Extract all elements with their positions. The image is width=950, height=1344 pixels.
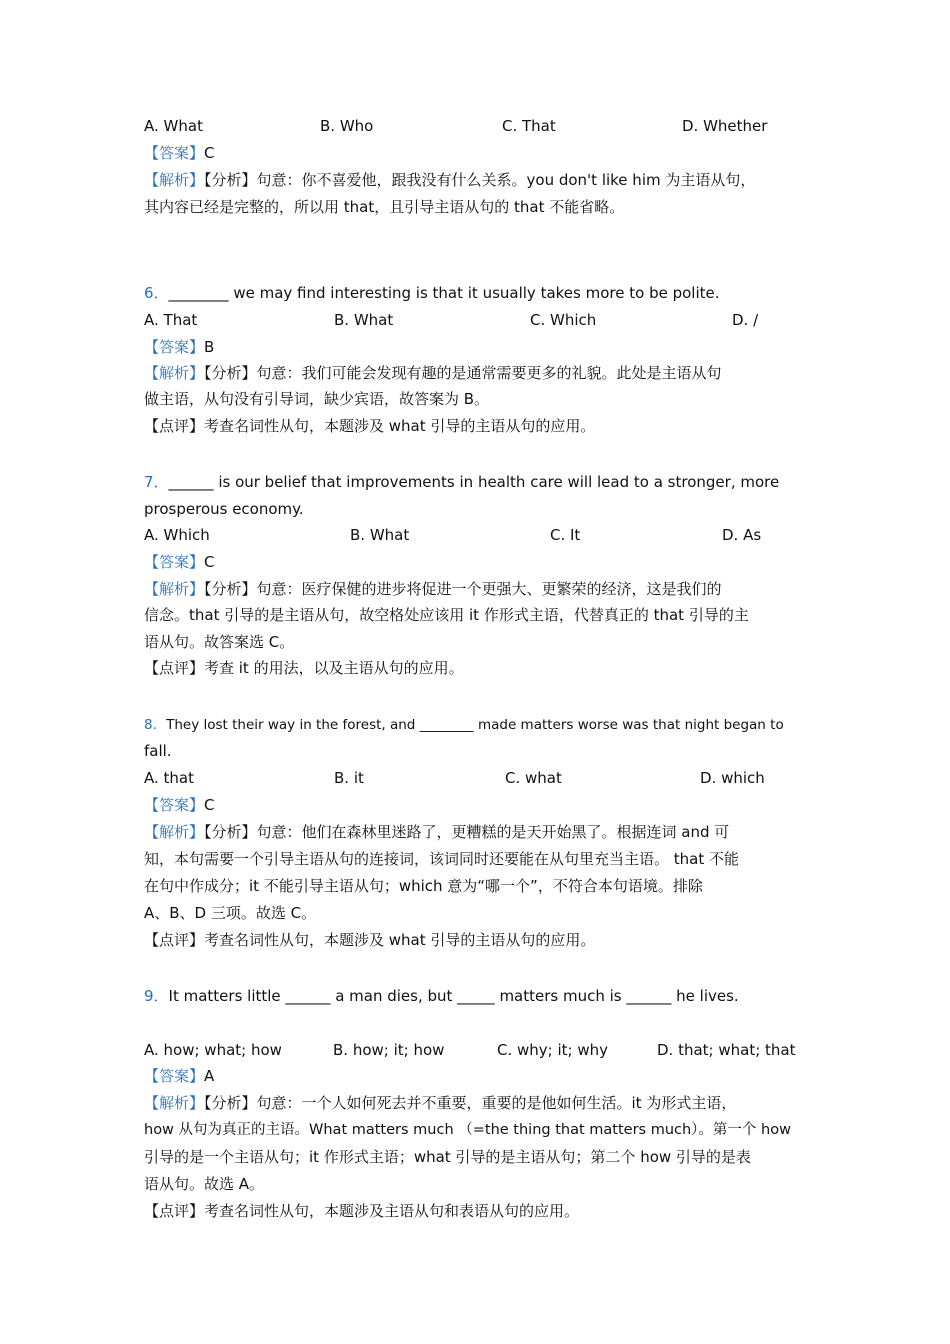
answer-label: 【答案】: [144, 796, 205, 814]
answer-line: [144, 143, 806, 163]
question-number: 6．: [144, 284, 169, 302]
question-stem: [144, 283, 806, 303]
answer-line: [144, 1066, 806, 1086]
analysis-label: 【解析】: [144, 823, 205, 841]
question-text: ______ is our belief that improvements in health care will lead to a stronger, more: [168, 473, 780, 491]
question-text: They lost their way in the forest, and ________ made matters worse was that night began to: [166, 717, 784, 733]
question-number: 9．: [144, 987, 169, 1005]
analysis-line: [144, 822, 806, 842]
question-number: 8．: [144, 717, 167, 733]
question-stem: [144, 986, 806, 1006]
answer-label: 【答案】: [144, 338, 205, 356]
analysis-line: [144, 1093, 806, 1113]
analysis-label: 【解析】: [144, 171, 205, 189]
analysis-text: 其内容已经是完整的，所以用 that，且引导主语从句的 that 不能省略。: [144, 198, 625, 216]
option-a: A. Which: [144, 526, 210, 544]
option-d: D. /: [732, 311, 759, 329]
option-d: D. As: [722, 526, 762, 544]
option-d: D. which: [700, 769, 765, 787]
analysis-text: 知，本句需要一个引导主语从句的连接词，该词同时还要能在从句里充当主语。 that 不能: [144, 850, 740, 868]
comment-line: 【点评】考查名词性从句，本题涉及 what 引导的主语从句的应用。: [144, 417, 596, 435]
comment-line: 【点评】考查名词性从句，本题涉及主语从句和表语从句的应用。: [144, 1202, 580, 1220]
option-b: B. What: [334, 311, 394, 329]
option-a: A. that: [144, 769, 194, 787]
question-stem: [144, 472, 806, 492]
option-c: C. It: [550, 526, 581, 544]
analysis-line: [144, 170, 806, 190]
option-c: C. Which: [530, 311, 597, 329]
analysis-line: [144, 363, 806, 383]
answer-value: A: [204, 1067, 215, 1085]
analysis-text: 【分析】句意：他们在森林里迷路了，更糟糕的是天开始黑了。根据连词 and 可: [204, 823, 730, 841]
analysis-label: 【解析】: [144, 364, 205, 382]
answer-value: C: [204, 553, 215, 571]
comment-line: 【点评】考查名词性从句，本题涉及 what 引导的主语从句的应用。: [144, 931, 596, 949]
question-stem: [144, 715, 806, 735]
answer-line: [144, 337, 806, 357]
option-c: C. That: [502, 117, 556, 135]
answer-line: [144, 552, 806, 572]
option-b: B. how; it; how: [333, 1041, 445, 1059]
option-b: B. Who: [320, 117, 374, 135]
analysis-line: [144, 579, 806, 599]
option-b: B. it: [334, 769, 364, 787]
option-a: A. how; what; how: [144, 1041, 282, 1059]
analysis-text: 【分析】句意：一个人如何死去并不重要，重要的是他如何生活。it 为形式主语，: [204, 1094, 737, 1112]
answer-value: C: [204, 144, 215, 162]
option-a: A. What: [144, 117, 203, 135]
answer-label: 【答案】: [144, 1067, 205, 1085]
question-number: 7．: [144, 473, 169, 491]
analysis-text: 在句中作成分；it 不能引导主语从句；which 意为“哪一个”，不符合本句语境。排除: [144, 877, 703, 895]
question-text: It matters little ______ a man dies, but _____ matters much is ______ he lives.: [168, 987, 739, 1005]
analysis-text: 信念。that 引导的是主语从句，故空格处应该用 it 作形式主语，代替真正的 that 引导的主: [144, 606, 749, 624]
analysis-text: 引导的是一个主语从句；it 作形式主语；what 引导的是主语从句；第二个 how 引导的是表: [144, 1148, 751, 1166]
answer-label: 【答案】: [144, 144, 205, 162]
analysis-label: 【解析】: [144, 1094, 205, 1112]
question-text: fall.: [144, 742, 172, 760]
analysis-label: 【解析】: [144, 580, 205, 598]
question-text: ________ we may find interesting is that it usually takes more to be polite.: [168, 284, 720, 302]
analysis-text: how 从句为真正的主语。What matters much （=the thing that matters much）。第一个 how: [144, 1122, 791, 1138]
option-c: C. why; it; why: [497, 1041, 609, 1059]
option-c: C. what: [505, 769, 562, 787]
option-b: B. What: [350, 526, 410, 544]
analysis-text: 语从句。故选 A。: [144, 1175, 265, 1193]
comment-line: 【点评】考查 it 的用法，以及主语从句的应用。: [144, 659, 464, 677]
answer-value: B: [204, 338, 215, 356]
option-d: D. Whether: [682, 117, 768, 135]
answer-line: [144, 795, 806, 815]
analysis-text: 【分析】句意：你不喜爱他，跟我没有什么关系。you don't like him 为主语从句，: [204, 171, 756, 189]
analysis-text: 【分析】句意：医疗保健的进步将促进一个更强大、更繁荣的经济，这是我们的: [204, 580, 722, 598]
answer-label: 【答案】: [144, 553, 205, 571]
answer-value: C: [204, 796, 215, 814]
option-d: D. that; what; that: [657, 1041, 796, 1059]
question-text: prosperous economy.: [144, 500, 304, 518]
analysis-text: A、B、D 三项。故选 C。: [144, 904, 317, 922]
option-a: A. That: [144, 311, 198, 329]
analysis-text: 语从句。故答案选 C。: [144, 633, 295, 651]
analysis-text: 【分析】句意：我们可能会发现有趣的是通常需要更多的礼貌。此处是主语从句: [204, 364, 722, 382]
analysis-text: 做主语，从句没有引导词，缺少宾语，故答案为 B。: [144, 390, 490, 408]
